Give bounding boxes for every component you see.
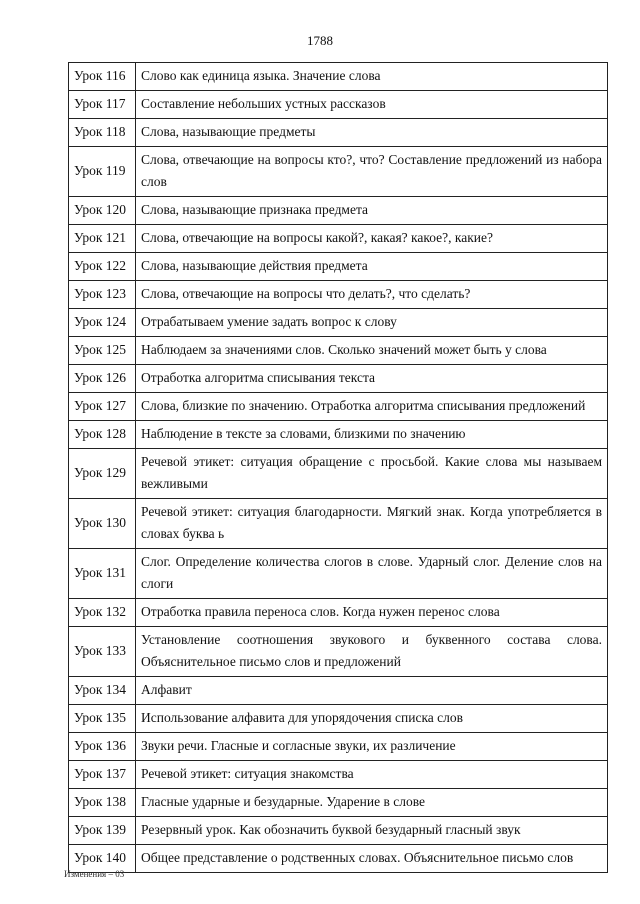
lesson-number: Урок 138 bbox=[69, 789, 136, 817]
lesson-number: Урок 122 bbox=[69, 253, 136, 281]
table-row bbox=[69, 499, 608, 549]
table-row bbox=[69, 91, 608, 119]
lesson-number: Урок 133 bbox=[69, 627, 136, 677]
table-row bbox=[69, 281, 608, 309]
lesson-number: Урок 136 bbox=[69, 733, 136, 761]
lesson-number: Урок 124 bbox=[69, 309, 136, 337]
lesson-number: Урок 129 bbox=[69, 449, 136, 499]
lesson-number: Урок 127 bbox=[69, 393, 136, 421]
lesson-number: Урок 128 bbox=[69, 421, 136, 449]
table-row bbox=[69, 119, 608, 147]
lesson-topic: Наблюдение в тексте за словами, близкими по значению bbox=[136, 421, 608, 449]
lesson-number: Урок 130 bbox=[69, 499, 136, 549]
table-row bbox=[69, 761, 608, 789]
lesson-topic: Слово как единица языка. Значение слова bbox=[136, 63, 608, 91]
lesson-number: Урок 132 bbox=[69, 599, 136, 627]
lesson-topic: Наблюдаем за значениями слов. Сколько значений может быть у слова bbox=[136, 337, 608, 365]
lesson-topic: Звуки речи. Гласные и согласные звуки, их различение bbox=[136, 733, 608, 761]
table-row bbox=[69, 627, 608, 677]
lesson-topic: Алфавит bbox=[136, 677, 608, 705]
lesson-topic: Речевой этикет: ситуация знакомства bbox=[136, 761, 608, 789]
table-row bbox=[69, 599, 608, 627]
table-row bbox=[69, 63, 608, 91]
lesson-topic: Речевой этикет: ситуация обращение с просьбой. Какие слова мы называем вежливыми bbox=[136, 449, 608, 499]
lesson-topic: Установление соотношения звукового и буквенного состава слова. Объяснительное письмо слов и предложений bbox=[136, 627, 608, 677]
table-row bbox=[69, 817, 608, 845]
table-row bbox=[69, 253, 608, 281]
table-row bbox=[69, 421, 608, 449]
table-row bbox=[69, 449, 608, 499]
lesson-number: Урок 139 bbox=[69, 817, 136, 845]
lesson-topic: Речевой этикет: ситуация благодарности. Мягкий знак. Когда употребляется в словах буква ь bbox=[136, 499, 608, 549]
table-row bbox=[69, 197, 608, 225]
table-row bbox=[69, 225, 608, 253]
table-row bbox=[69, 337, 608, 365]
lesson-topic: Слова, близкие по значению. Отработка алгоритма списывания предложений bbox=[136, 393, 608, 421]
lesson-topic: Гласные ударные и безударные. Ударение в слове bbox=[136, 789, 608, 817]
lesson-number: Урок 119 bbox=[69, 147, 136, 197]
table-row bbox=[69, 845, 608, 873]
lessons-table bbox=[68, 62, 608, 873]
lesson-topic: Общее представление о родственных словах. Объяснительное письмо слов bbox=[136, 845, 608, 873]
lesson-number: Урок 118 bbox=[69, 119, 136, 147]
table-row bbox=[69, 677, 608, 705]
lesson-number: Урок 123 bbox=[69, 281, 136, 309]
lesson-topic: Резервный урок. Как обозначить буквой безударный гласный звук bbox=[136, 817, 608, 845]
table-row bbox=[69, 705, 608, 733]
lesson-topic: Слова, отвечающие на вопросы какой?, какая? какое?, какие? bbox=[136, 225, 608, 253]
lesson-number: Урок 116 bbox=[69, 63, 136, 91]
lessons-table-body bbox=[69, 63, 608, 873]
table-row bbox=[69, 309, 608, 337]
lesson-topic: Слова, называющие предметы bbox=[136, 119, 608, 147]
table-row bbox=[69, 393, 608, 421]
lesson-topic: Составление небольших устных рассказов bbox=[136, 91, 608, 119]
footer-note: Изменения – 03 bbox=[64, 869, 125, 879]
lesson-number: Урок 140 bbox=[69, 845, 136, 873]
table-row bbox=[69, 147, 608, 197]
lesson-topic: Отрабатываем умение задать вопрос к слову bbox=[136, 309, 608, 337]
lesson-topic: Отработка правила переноса слов. Когда нужен перенос слова bbox=[136, 599, 608, 627]
lesson-number: Урок 137 bbox=[69, 761, 136, 789]
table-row bbox=[69, 549, 608, 599]
lesson-topic: Отработка алгоритма списывания текста bbox=[136, 365, 608, 393]
page-number: 1788 bbox=[307, 33, 333, 48]
lesson-topic: Слог. Определение количества слогов в слове. Ударный слог. Деление слов на слоги bbox=[136, 549, 608, 599]
lesson-number: Урок 135 bbox=[69, 705, 136, 733]
lesson-number: Урок 125 bbox=[69, 337, 136, 365]
lesson-topic: Слова, отвечающие на вопросы кто?, что? Составление предложений из набора слов bbox=[136, 147, 608, 197]
table-row bbox=[69, 365, 608, 393]
lesson-topic: Использование алфавита для упорядочения списка слов bbox=[136, 705, 608, 733]
lesson-number: Урок 126 bbox=[69, 365, 136, 393]
table-row bbox=[69, 733, 608, 761]
lesson-number: Урок 131 bbox=[69, 549, 136, 599]
lesson-number: Урок 120 bbox=[69, 197, 136, 225]
lesson-number: Урок 134 bbox=[69, 677, 136, 705]
lesson-number: Урок 117 bbox=[69, 91, 136, 119]
lesson-topic: Слова, называющие действия предмета bbox=[136, 253, 608, 281]
lesson-topic: Слова, называющие признака предмета bbox=[136, 197, 608, 225]
lesson-number: Урок 121 bbox=[69, 225, 136, 253]
table-row bbox=[69, 789, 608, 817]
lesson-topic: Слова, отвечающие на вопросы что делать?, что сделать? bbox=[136, 281, 608, 309]
